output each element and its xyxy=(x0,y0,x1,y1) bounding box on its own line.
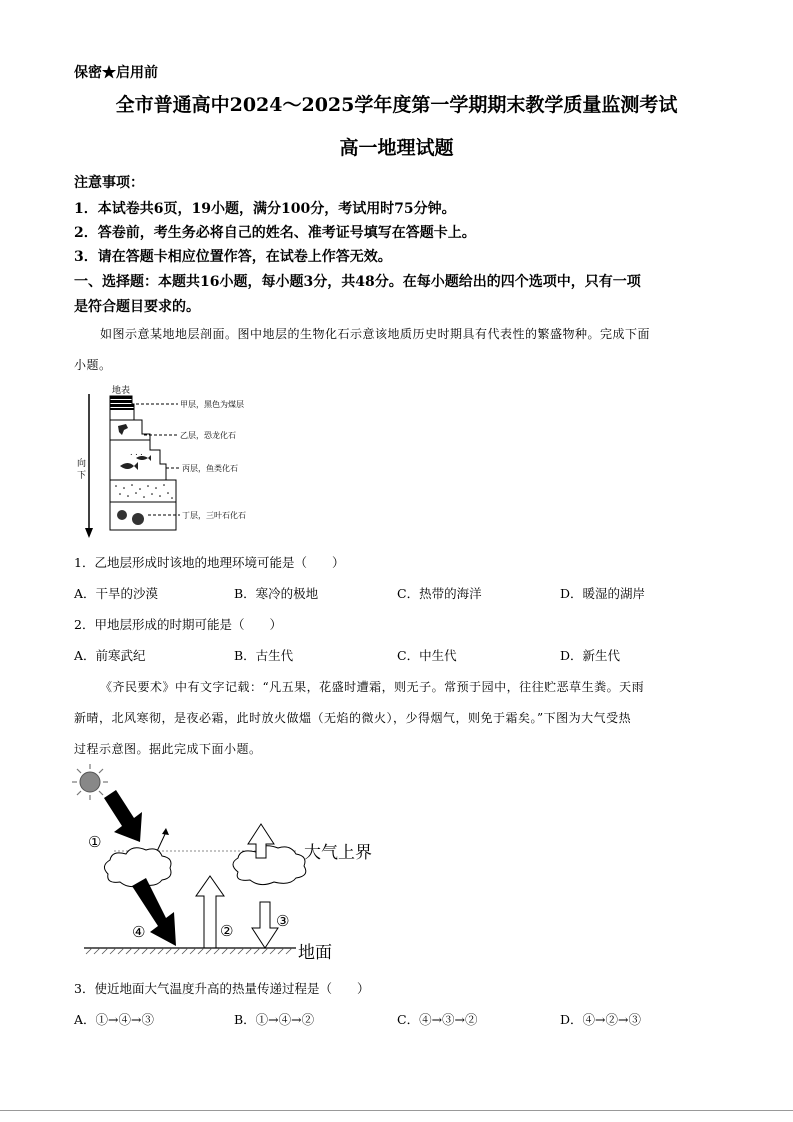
svg-text:③: ③ xyxy=(276,912,290,930)
section-heading-cont: 是符合题目要求的。 xyxy=(74,299,200,315)
exam-title: 全市普通高中2024～2025学年度第一学期期末教学质量监测考试 xyxy=(115,94,678,116)
atmospheric-heating-figure xyxy=(70,762,390,970)
passage-1-line: 小题。 xyxy=(74,358,112,372)
q2-option-b[interactable]: B．古生代 xyxy=(234,648,294,663)
passage-2-line: 《齐民要术》中有文字记载：“凡五果，花盛时遭霜，则无子。常预于园中，往往贮恶草生粪。天雨 xyxy=(100,680,645,694)
passage-2-line: 新晴，北风寒彻，是夜必霜，此时放火做熅（无焰的微火），少得烟气，则免于霜矣。”下图为大气受热 xyxy=(74,711,632,725)
section-heading: 一、选择题：本题共16小题，每小题3分，共48分。在每小题给出的四个选项中，只有一项 xyxy=(74,274,641,290)
arrow-head-icon xyxy=(85,528,93,538)
passage-2-line: 过程示意图。据此完成下面小题。 xyxy=(74,742,262,756)
layer-bing-label: 丙层，鱼类化石 xyxy=(182,464,238,473)
cloud-right-icon xyxy=(233,846,306,885)
question-1-stem: 1．乙地层形成时该地的地理环境可能是（ ） xyxy=(74,555,345,570)
q2-option-d[interactable]: D．新生代 xyxy=(560,648,621,663)
svg-text:①: ① xyxy=(88,833,102,851)
passage-1-line: 如图示意某地地层剖面。图中地层的生物化石示意该地质历史时期具有代表性的繁盛物种。完成下面 xyxy=(100,327,651,341)
q3-option-c[interactable]: C．④→③→② xyxy=(397,1012,478,1027)
q2-option-a[interactable]: A．前寒武纪 xyxy=(74,648,146,663)
layer-ding-label: 丁层，三叶石化石 xyxy=(182,511,246,520)
surface-label: 地表 xyxy=(112,386,131,396)
arrow-1-icon xyxy=(104,790,142,842)
trilobite-fossil-icon xyxy=(117,510,127,520)
ground-hatch xyxy=(86,948,292,954)
secret-mark: 保密★启用前 xyxy=(74,65,158,81)
note-item: 1．本试卷共6页，19小题，满分100分，考试用时75分钟。 xyxy=(74,201,456,217)
question-3-stem: 3．使近地面大气温度升高的热量传递过程是（ ） xyxy=(74,981,370,996)
q3-option-b[interactable]: B．①→④→② xyxy=(234,1012,315,1027)
layer-yi-label: 乙层，恐龙化石 xyxy=(180,431,236,440)
arrow-3-icon xyxy=(252,902,278,948)
q1-option-a[interactable]: A．干旱的沙漠 xyxy=(74,586,159,601)
sun-icon xyxy=(72,764,108,800)
stratum-profile-figure xyxy=(70,382,290,542)
svg-text:. . .: . . . xyxy=(130,448,143,457)
q3-option-d[interactable]: D．④→②→③ xyxy=(560,1012,641,1027)
page-bottom-rule xyxy=(0,1110,793,1111)
q1-option-c[interactable]: C．热带的海洋 xyxy=(397,586,482,601)
atmosphere-top-label: 大气上界 xyxy=(304,843,372,863)
svg-text:②: ② xyxy=(220,922,234,940)
svg-text:下: 下 xyxy=(77,471,87,481)
question-2-stem: 2．甲地层形成的时期可能是（ ） xyxy=(74,617,282,632)
q3-option-a[interactable]: A．①→④→③ xyxy=(74,1012,154,1027)
q2-option-c[interactable]: C．中生代 xyxy=(397,648,457,663)
notes-heading: 注意事项： xyxy=(74,175,144,191)
q1-option-b[interactable]: B．寒冷的极地 xyxy=(234,586,319,601)
q1-option-d[interactable]: D．暖湿的湖岸 xyxy=(560,586,646,601)
note-item: 3．请在答题卡相应位置作答，在试卷上作答无效。 xyxy=(74,249,392,265)
svg-text:向: 向 xyxy=(77,459,87,469)
cloud-left-icon xyxy=(104,848,171,887)
exam-subtitle: 高一地理试题 xyxy=(339,137,454,159)
note-item: 2．答卷前，考生务必将自己的姓名、准考证号填写在答题卡上。 xyxy=(74,225,476,241)
layer-jia-label: 甲层，黑色为煤层 xyxy=(180,400,244,409)
ground-label: 地面 xyxy=(298,943,332,963)
svg-text:④: ④ xyxy=(132,923,146,941)
